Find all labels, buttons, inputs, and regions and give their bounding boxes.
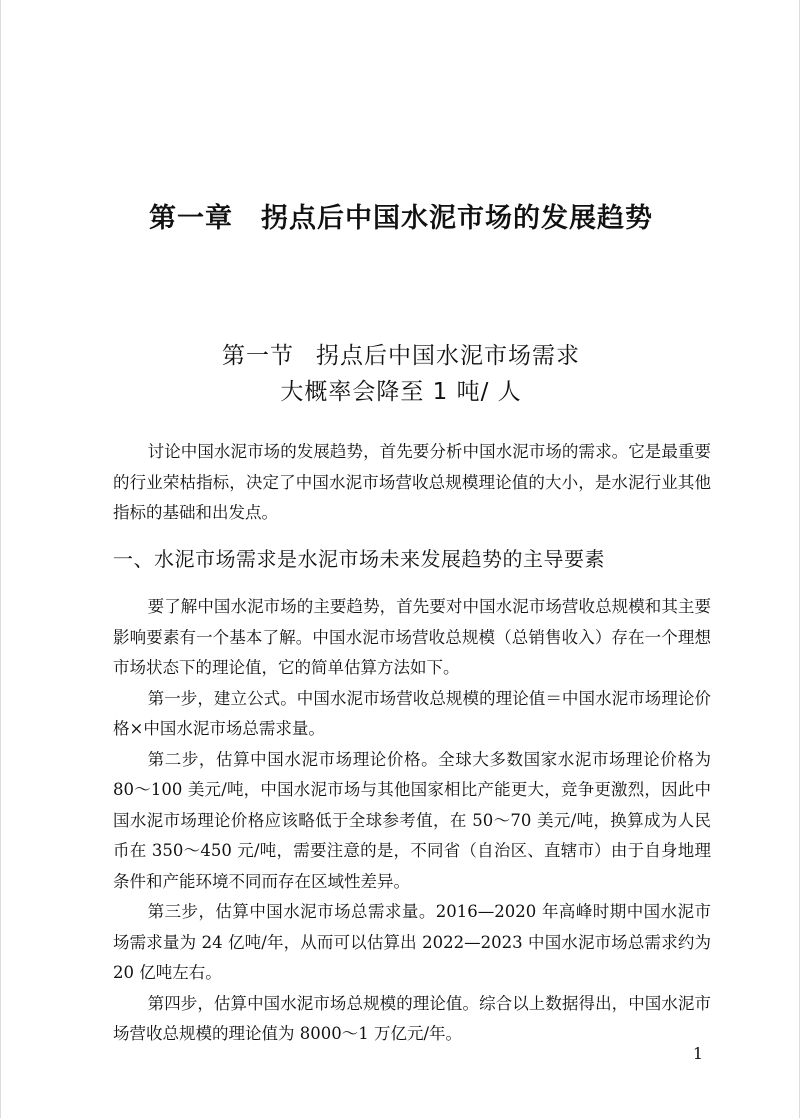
body-paragraph: 第一步，建立公式。中国水泥市场营收总规模的理论值＝中国水泥市场理论价格×中国水泥市场总需求量。 xyxy=(113,688,711,738)
heading-level-one: 一、水泥市场需求是水泥市场未来发展趋势的主导要素 xyxy=(113,547,605,571)
chapter-number: 第一章 xyxy=(149,203,233,234)
body-paragraph: 第二步，估算中国水泥市场理论价格。全球大多数国家水泥市场理论价格为 80～100 美元/吨，中国水泥市场与其他国家相比产能更大，竞争更激烈，因此中国水泥市场理论价格应该略低于全球参考值，在 50～70 美元/吨，换算成为人民币在 350～450 元/吨，需要注意的是，不同省（自治区、直辖市）由于自身地理条件和产能环境不同而存在区域性差异。 xyxy=(113,749,711,891)
page-number: 1 xyxy=(692,1044,703,1063)
section-number: 第一节 xyxy=(222,343,294,369)
section-title-text: 拐点后中国水泥市场需求 xyxy=(316,343,580,369)
intro-paragraph: 讨论中国水泥市场的发展趋势，首先要分析中国水泥市场的需求。它是最重要的行业荣枯指标，决定了中国水泥市场营收总规模理论值的大小，是水泥行业其他指标的基础和出发点。 xyxy=(113,442,711,522)
main-text-block xyxy=(113,592,711,1050)
body-paragraph: 第四步，估算中国水泥市场总规模的理论值。综合以上数据得出，中国水泥市场营收总规模的理论值为 8000～1 万亿元/年。 xyxy=(113,993,711,1043)
chapter-title xyxy=(1,196,800,235)
section-title-line-1 xyxy=(1,338,800,374)
intro-text-block xyxy=(113,437,711,529)
section-title xyxy=(1,338,800,410)
body-paragraph: 第三步，估算中国水泥市场总需求量。2016—2020 年高峰时期中国水泥市场需求量为 24 亿吨/年，从而可以估算出 2022—2023 中国水泥市场总需求约为 20 亿吨左右。 xyxy=(113,902,711,982)
body-paragraph: 要了解中国水泥市场的主要趋势，首先要对中国水泥市场营收总规模和其主要影响要素有一个基本了解。中国水泥市场营收总规模（总销售收入）存在一个理想市场状态下的理论值，它的简单估算方法如下。 xyxy=(113,597,711,677)
chapter-title-text: 拐点后中国水泥市场的发展趋势 xyxy=(261,203,653,234)
section-title-line-2: 大概率会降至 1 吨/ 人 xyxy=(280,379,522,405)
